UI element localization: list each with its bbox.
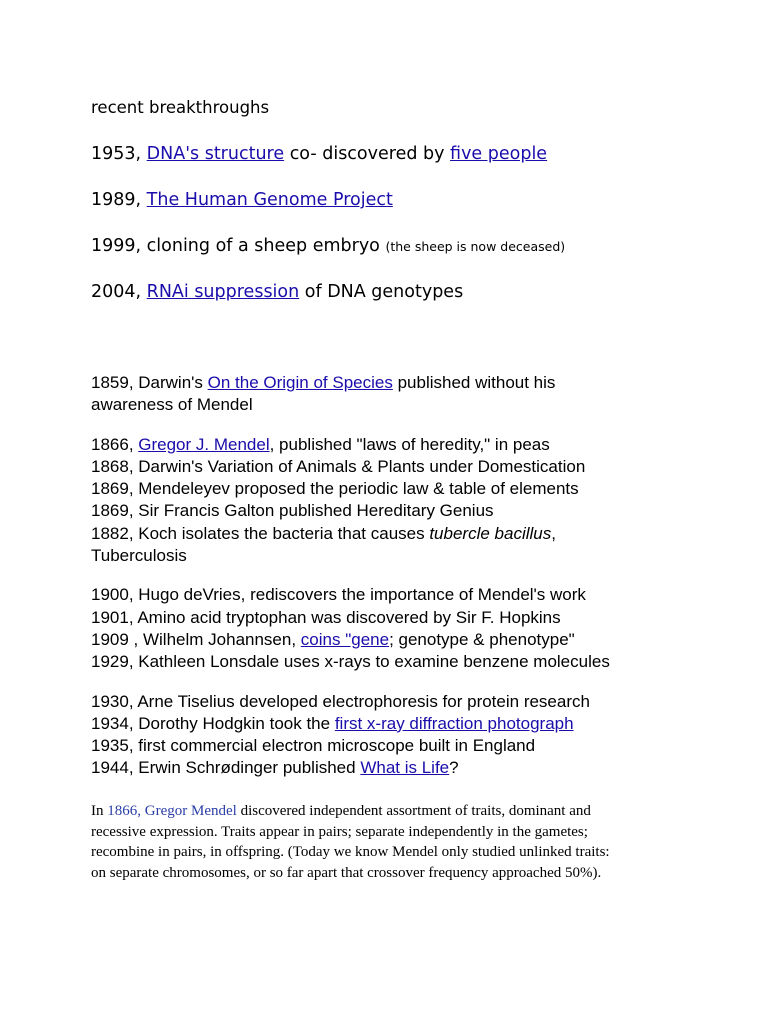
- section-heading: recent breakthroughs: [91, 98, 270, 117]
- entry-1930: 1930, Arne Tiselius developed electrophoresis for protein research: [91, 691, 590, 711]
- what-is-life-link[interactable]: What is Life: [360, 758, 450, 778]
- recent-breakthroughs-section: [91, 94, 751, 324]
- entry-1869-galton: 1869, Sir Francis Galton published Hereditary Genius: [91, 501, 494, 521]
- mendel-1866-highlight: 1866, Gregor Mendel: [107, 803, 237, 819]
- sheep-note: (the sheep is now deceased): [385, 239, 566, 254]
- coins-gene-link[interactable]: coins "gene: [300, 629, 390, 649]
- xray-diffraction-photograph-link[interactable]: first x-ray diffraction photograph: [334, 713, 574, 733]
- history-timeline-section: [91, 372, 751, 797]
- rnai-suppression-link[interactable]: RNAi suppression: [146, 282, 300, 302]
- dna-structure-link[interactable]: DNA's structure: [146, 144, 285, 164]
- gregor-mendel-link[interactable]: Gregor J. Mendel: [138, 434, 270, 454]
- entry-1859-cont: awareness of Mendel: [91, 395, 253, 415]
- paragraph-line-4: on separate chromosomes, or so far apart that crossover frequency approached 50%).: [91, 864, 602, 881]
- human-genome-project-link[interactable]: The Human Genome Project: [146, 190, 393, 210]
- entry-1859: 1859, Darwin's On the Origin of Species published without his: [91, 373, 556, 392]
- entry-1909: 1909 , Wilhelm Johannsen, coins "gene; genotype & phenotype": [91, 629, 575, 649]
- entry-1866: 1866, Gregor J. Mendel, published "laws of heredity," in peas: [91, 434, 550, 454]
- entry-1868: 1868, Darwin's Variation of Animals & Plants under Domestication: [91, 456, 586, 476]
- entry-1934: 1934, Dorothy Hodgkin took the first x-ray diffraction photograph: [91, 713, 574, 733]
- timeline-group-3: [91, 584, 751, 673]
- entry-1944: 1944, Erwin Schrødinger published What is Life?: [91, 758, 459, 778]
- entry-1900: 1900, Hugo deVries, rediscovers the importance of Mendel's work: [91, 585, 586, 605]
- entry-1989: 1989, The Human Genome Project: [91, 190, 393, 210]
- timeline-group-4: [91, 691, 751, 780]
- entry-1882: 1882, Koch isolates the bacteria that causes tubercle bacillus,: [91, 523, 556, 543]
- entry-1869-mendeleyev: 1869, Mendeleyev proposed the periodic law & table of elements: [91, 479, 579, 499]
- paragraph-line-1: In 1866, Gregor Mendel discovered independent assortment of traits, dominant and: [91, 803, 591, 819]
- timeline-group-2: [91, 434, 751, 568]
- five-people-link[interactable]: five people: [450, 144, 548, 164]
- entry-1882-cont: Tuberculosis: [91, 546, 187, 566]
- entry-1935: 1935, first commercial electron microscope built in England: [91, 736, 536, 756]
- paragraph-line-3: recombine in pairs, in offspring. (Today we know Mendel only studied unlinked traits:: [91, 844, 610, 860]
- entry-1901: 1901, Amino acid tryptophan was discovered by Sir F. Hopkins: [91, 607, 561, 627]
- entry-1953: 1953, DNA's structure co- discovered by five people: [91, 144, 548, 164]
- timeline-group-1: [91, 372, 751, 417]
- entry-1929: 1929, Kathleen Lonsdale uses x-rays to examine benzene molecules: [91, 652, 610, 672]
- origin-of-species-link[interactable]: On the Origin of Species: [207, 373, 393, 392]
- entry-1999: 1999, cloning of a sheep embryo (the sheep is now deceased): [91, 236, 566, 256]
- mendel-paragraph: [91, 801, 691, 883]
- paragraph-line-2: recessive expression. Traits appear in pairs; separate independently in the gametes;: [91, 823, 588, 840]
- entry-2004: 2004, RNAi suppression of DNA genotypes: [91, 282, 464, 302]
